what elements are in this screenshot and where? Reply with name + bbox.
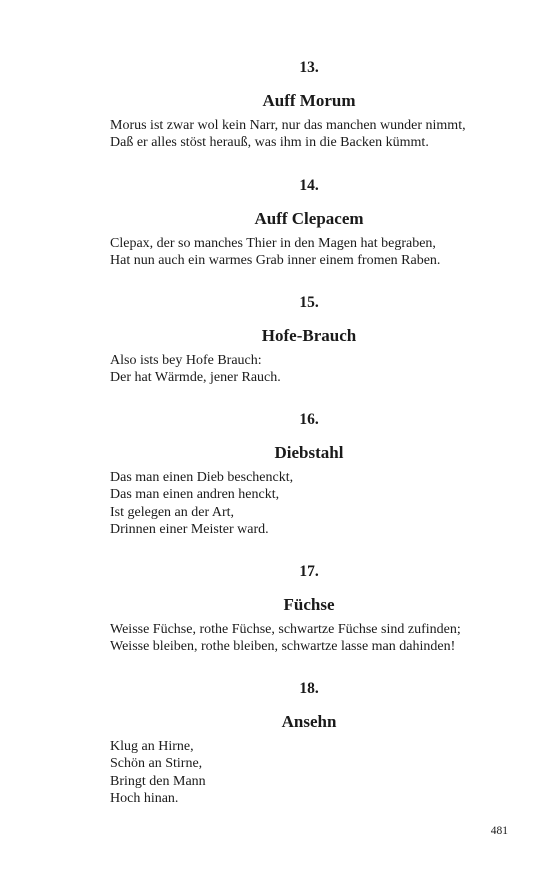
- poem-number: 14.: [299, 177, 319, 194]
- poem-line: Das man einen Dieb beschenckt,: [110, 470, 294, 485]
- poem-lines: [110, 738, 508, 807]
- poem-14: [110, 177, 508, 270]
- poem-13: [110, 59, 508, 152]
- poem-lines: [110, 117, 508, 152]
- poem-18: [110, 680, 508, 807]
- poem-line: Morus ist zwar wol kein Narr, nur das manchen wunder nimmt,: [110, 118, 466, 133]
- poem-15: [110, 294, 508, 387]
- page-number: 481: [490, 825, 508, 837]
- poem-line: Also ists bey Hofe Brauch:: [110, 353, 262, 368]
- poem-line: Weisse bleiben, rothe bleiben, schwartze lasse man dahinden!: [110, 639, 456, 655]
- poem-number: 16.: [299, 411, 319, 428]
- poem-title: Ansehn: [281, 712, 337, 731]
- poem-number: 15.: [299, 294, 319, 311]
- poem-number: 13.: [299, 59, 319, 76]
- poem-number: 18.: [299, 680, 319, 697]
- poem-title: Füchse: [283, 595, 335, 614]
- poem-line: Hat nun auch ein warmes Grab inner einem fromen Raben.: [110, 253, 441, 269]
- poem-line: Daß er alles stöst herauß, was ihm in die Backen kümmt.: [110, 135, 429, 151]
- poem-line: Ist gelegen an der Art,: [110, 504, 235, 520]
- poem-lines: [110, 469, 508, 538]
- poem-16: [110, 411, 508, 538]
- poem-line: Klug an Hirne,: [110, 739, 194, 754]
- poem-line: Weisse Füchse, rothe Füchse, schwartze Füchse sind zufinden;: [110, 622, 461, 637]
- poem-title: Hofe-Brauch: [261, 326, 357, 345]
- poem-line: Clepax, der so manches Thier in den Magen hat begraben,: [110, 236, 436, 251]
- poem-line: Drinnen einer Meister ward.: [110, 521, 269, 537]
- poem-lines: [110, 235, 508, 270]
- poem-lines: [110, 621, 508, 656]
- poem-line: Schön an Stirne,: [110, 756, 203, 772]
- poem-line: Hoch hinan.: [110, 790, 179, 806]
- poem-line: Bringt den Mann: [110, 773, 206, 789]
- poem-title: Auff Morum: [262, 91, 356, 110]
- poem-line: Der hat Wärmde, jener Rauch.: [110, 370, 281, 386]
- poem-17: [110, 563, 508, 656]
- poem-title: Diebstahl: [274, 443, 344, 462]
- poem-title: Auff Clepacem: [254, 209, 364, 228]
- poem-lines: [110, 352, 508, 387]
- poem-line: Das man einen andren henckt,: [110, 487, 280, 503]
- poem-number: 17.: [299, 563, 319, 580]
